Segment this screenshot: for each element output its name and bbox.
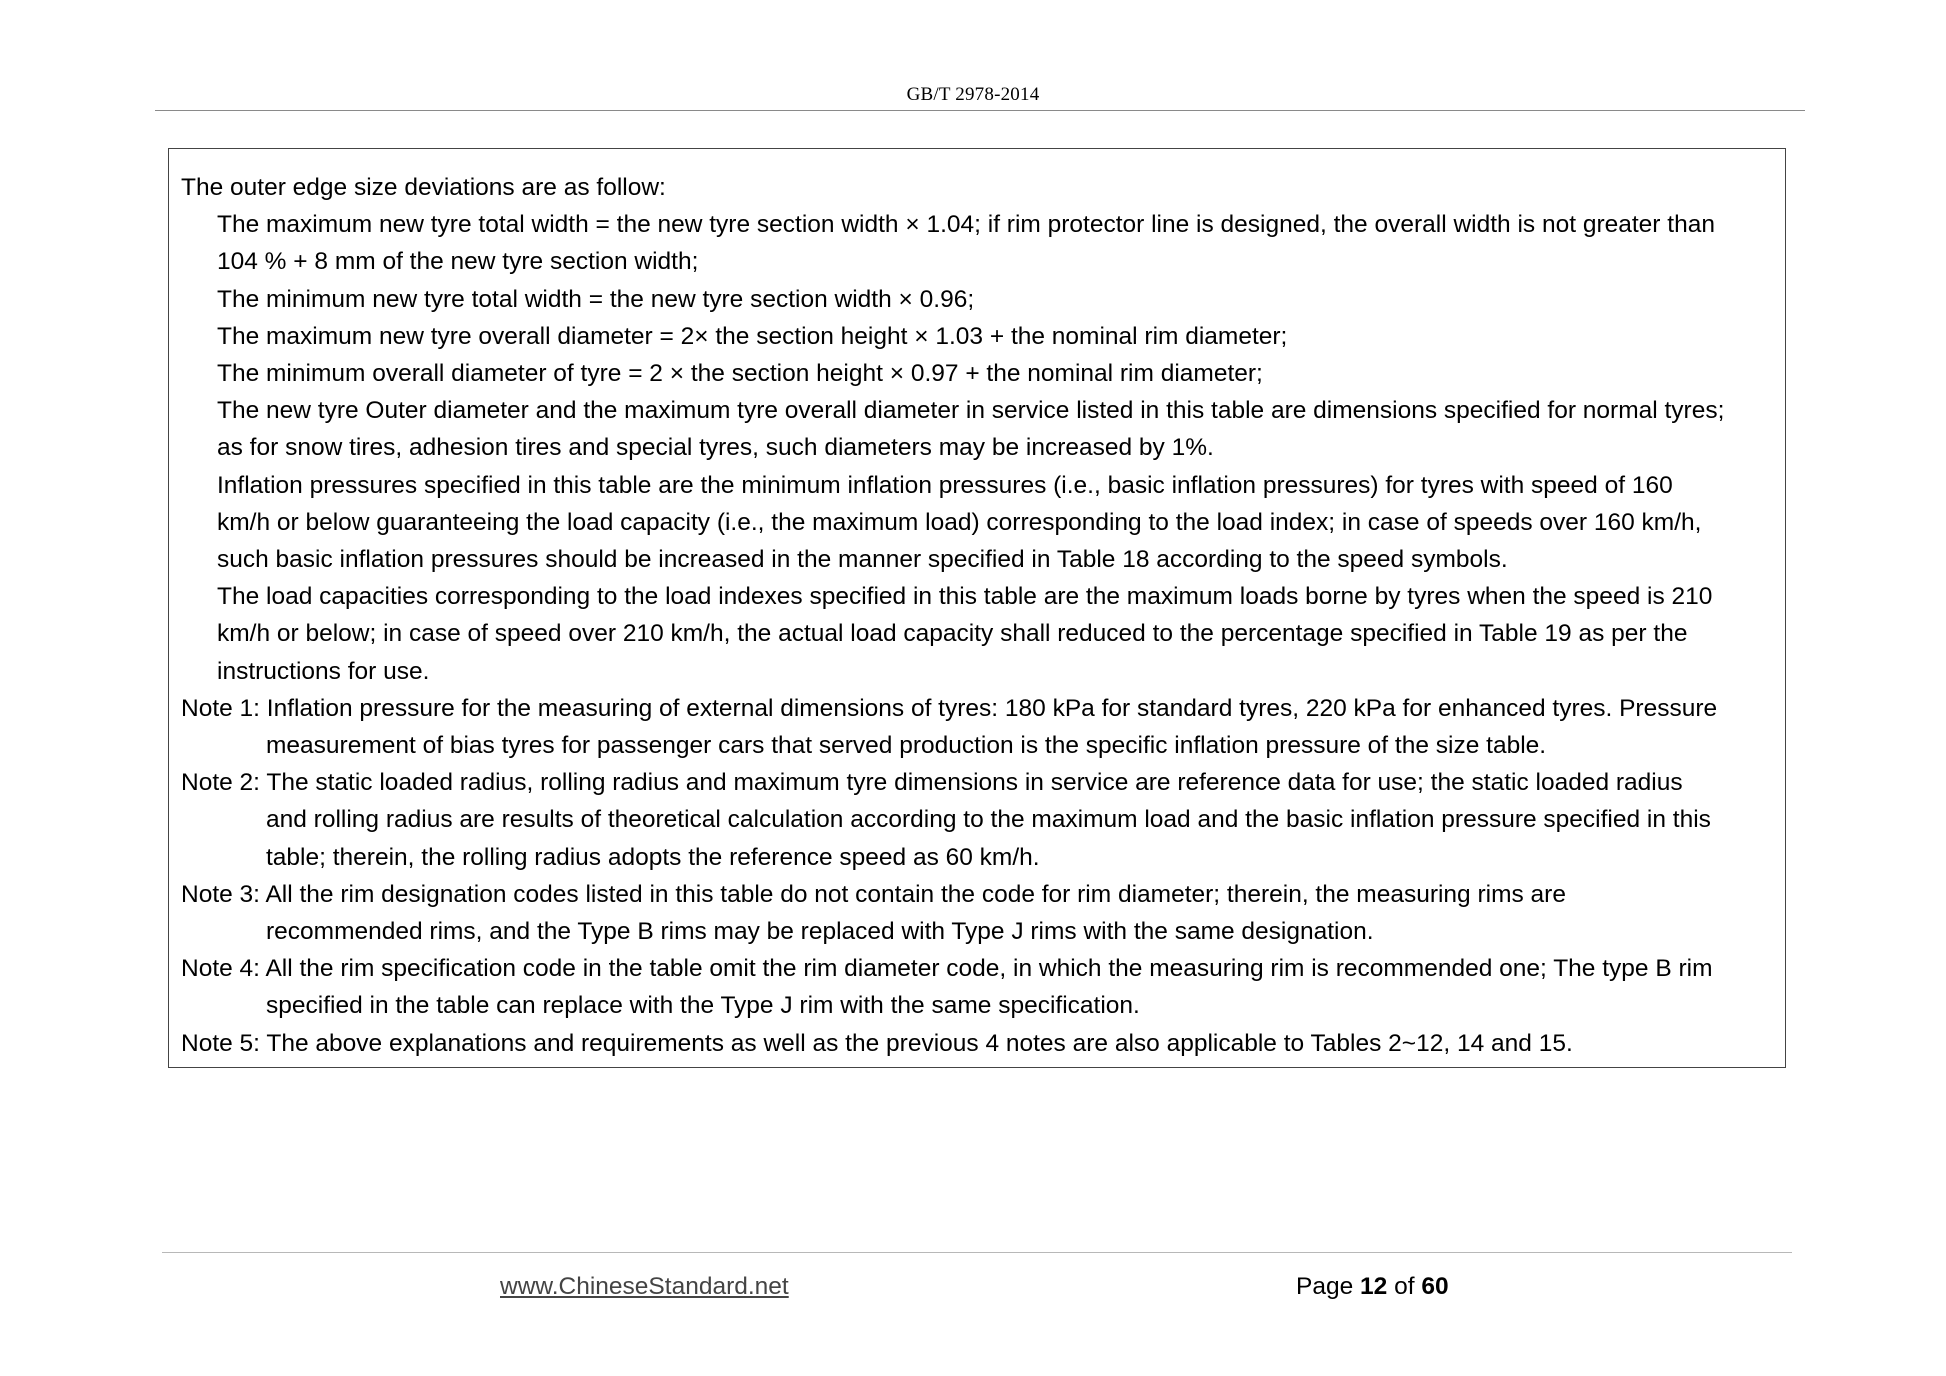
note-line: 104 % + 8 mm of the new tyre section width; [217,248,699,276]
total-pages: 60 [1421,1273,1449,1300]
note-line: and rolling radius are results of theoretical calculation according to the maximum load and the basic inflation pressure specified in this [266,806,1711,834]
note-line: km/h or below; in case of speed over 210 km/h, the actual load capacity shall reduced to the percentage specified in Table 19 as per the [217,620,1688,648]
note-line: The maximum new tyre overall diameter = 2× the section height × 1.03 + the nominal rim diameter; [217,322,1288,350]
note-line: measurement of bias tyres for passenger cars that served production is the specific inflation pressure of the size table. [266,732,1547,760]
note-line: The new tyre Outer diameter and the maximum tyre overall diameter in service listed in this table are dimensions specified for normal tyres; [217,397,1725,425]
header-divider [155,110,1805,111]
note-line: The minimum new tyre total width = the new tyre section width × 0.96; [217,285,975,313]
note-line: Note 1: Inflation pressure for the measuring of external dimensions of tyres: 180 kPa for standard tyres, 220 kPa for enhanced tyres. Pressure [181,694,1718,722]
note-line: table; therein, the rolling radius adopts the reference speed as 60 km/h. [266,843,1040,871]
note-line: The minimum overall diameter of tyre = 2 × the section height × 0.97 + the nominal rim diameter; [217,360,1263,388]
note-line: Note 5: The above explanations and requirements as well as the previous 4 notes are also applicable to Tables 2~12, 14 and 15. [181,1029,1573,1057]
note-line: specified in the table can replace with the Type J rim with the same specification. [266,992,1140,1020]
note-line: The maximum new tyre total width = the new tyre section width × 1.04; if rim protector line is designed, the overall width is not greater than [217,211,1715,239]
note-line: as for snow tires, adhesion tires and special tyres, such diameters may be increased by 1%. [217,434,1214,462]
page-of: of [1394,1273,1415,1300]
note-line: Note 3: All the rim designation codes listed in this table do not contain the code for rim diameter; therein, the measuring rims are [181,880,1566,908]
note-line: Inflation pressures specified in this table are the minimum inflation pressures (i.e., basic inflation pressures) for tyres with speed of 160 [217,471,1673,499]
notes-box [168,148,1786,1068]
website-link[interactable]: www.ChineseStandard.net [500,1273,789,1300]
footer-divider [162,1252,1792,1253]
document-code: GB/T 2978-2014 [906,84,1040,105]
note-line: The outer edge size deviations are as follow: [181,174,666,201]
current-page: 12 [1360,1273,1388,1300]
note-line: Note 4: All the rim specification code in the table omit the rim diameter code, in which the measuring rim is recommended one; The type B rim [181,955,1713,983]
note-line: recommended rims, and the Type B rims may be replaced with Type J rims with the same designation. [266,918,1374,946]
page-prefix: Page [1296,1273,1354,1300]
note-line: Note 2: The static loaded radius, rolling radius and maximum tyre dimensions in service are reference data for use; the static loaded radius [181,769,1683,797]
note-line: km/h or below guaranteeing the load capacity (i.e., the maximum load) corresponding to the load index; in case of speeds over 160 km/h, [217,508,1702,536]
note-line: instructions for use. [217,657,430,685]
page-number [1296,1273,1449,1301]
note-line: such basic inflation pressures should be increased in the manner specified in Table 18 according to the speed symbols. [217,546,1508,574]
note-line: The load capacities corresponding to the load indexes specified in this table are the maximum loads borne by tyres when the speed is 210 [217,583,1713,611]
